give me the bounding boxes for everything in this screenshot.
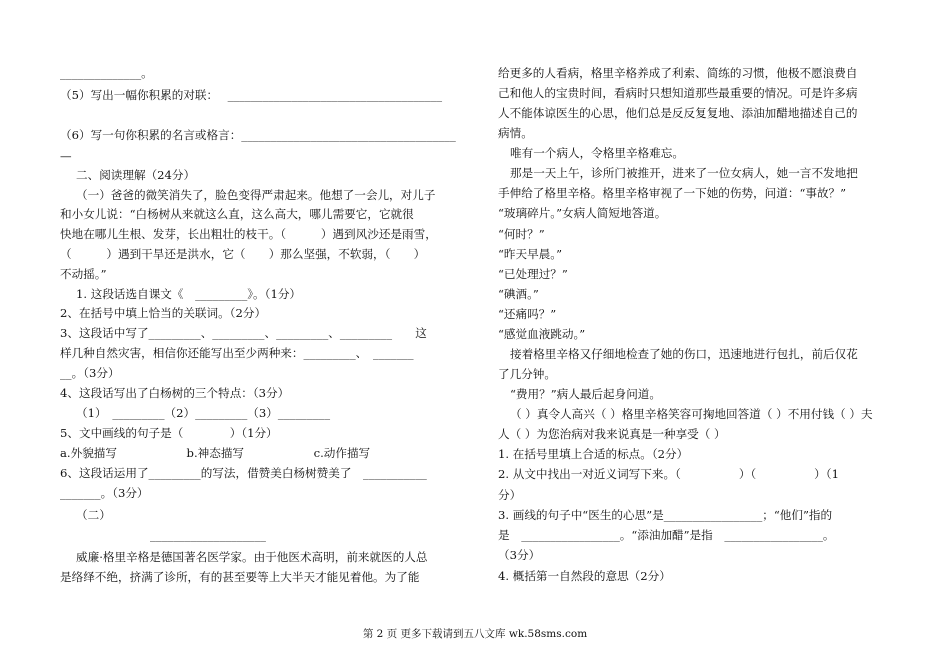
passage1-line: 快地在哪儿生根、发芽，长出粗壮的枝干。（ ）遇到风沙还是雨雪，	[60, 227, 437, 241]
question-4-answers: （1） _________（2）_________（3）_________	[76, 406, 331, 420]
dialogue-line: “还痛吗？”	[498, 307, 557, 321]
passage2-line: 给更多的人看病，格里辛格养成了利索、简练的习惯，他极不愿浪费自	[498, 66, 858, 80]
section-2-heading: （二）	[76, 508, 111, 522]
question-r4: 4. 概括第一自然段的意思（2分）	[498, 569, 671, 583]
question-4: 4、这段话写出了白杨树的三个特点：（3分）	[60, 386, 290, 400]
question-5: 5、文中画线的句子是（ ）（1分）	[60, 426, 278, 440]
passage1-line: （ ）遇到干旱还是洪水，它（ ）那么坚强，不软弱，（ ）	[60, 247, 426, 261]
punctuation-exercise: 人（ ）为您治病对我来说真是一种享受（ ）	[498, 427, 726, 441]
section-heading-reading: 二、阅读理解（24分）	[76, 168, 196, 182]
question-r2-cont: 分）	[498, 488, 522, 502]
question-motto: （6）写一句你积累的名言或格言：_____________________________________	[60, 128, 456, 142]
question-3: 3、这段话中写了_________、_________、_________、_________ 这	[60, 326, 427, 340]
question-r3: 3. 画线的句子中“医生的心思”是_________________；“他们”指的	[498, 508, 833, 522]
question-3-cont: 样几种自然灾害，相信你还能写出至少两种来：_________、 _______	[60, 346, 414, 360]
answer-line-continuation: ______________。	[60, 66, 153, 80]
question-6: 6、这段话运用了_________的写法，借赞美白杨树赞美了 ___________	[60, 466, 427, 480]
dialogue-line: “感觉血液跳动。”	[498, 327, 586, 341]
question-r3-cont: 是 _________________。“添油加醋”是指 _________________。	[498, 528, 835, 542]
passage2-line: 唯有一个病人，令格里辛格难忘。	[510, 146, 684, 160]
question-3-cont: __。（3分）	[60, 366, 120, 380]
dialogue-line: “昨天早晨。”	[498, 247, 563, 261]
dialogue-line: “已处理过？”	[498, 267, 568, 281]
page-footer: 第 2 页 更多下载请到五八文库 wk.58sms.com	[362, 628, 588, 640]
dialogue-line: “碘酒。”	[498, 287, 539, 301]
dialogue-line: “何时？”	[498, 227, 545, 241]
question-r2: 2. 从文中找出一对近义词写下来。（ ）（ ）（1	[498, 467, 839, 481]
passage2-line: 己和他人的宝贵时间，看病时只想知道那些最重要的情况。可是许多病	[498, 86, 858, 100]
question-couplet: （5）写出一幅你积累的对联： _____________________________________	[60, 88, 443, 102]
passage2-line: 那是一天上午，诊所门被推开，进来了一位女病人，她一言不发地把	[510, 166, 858, 180]
title-blank: ____________________	[150, 528, 266, 542]
answer-line-dash: —	[60, 149, 72, 163]
passage2-line: 人不能体谅医生的心思，他们总是反反复复地、添油加醋地描述自己的	[498, 106, 858, 120]
question-5-options: a.外貌描写 b.神态描写 c.动作描写	[60, 446, 371, 460]
passage1-line: （一）爸爸的微笑消失了，脸色变得严肃起来。他想了一会儿，对儿子	[76, 188, 436, 202]
passage2-line: 了几分钟。	[498, 367, 556, 381]
question-1: 1. 这段话选自课文《 _________》。（1分）	[76, 287, 302, 301]
dialogue-line: “费用？”病人最后起身问道。	[510, 387, 661, 401]
question-2: 2、在括号中填上恰当的关联词。（2分）	[60, 306, 267, 320]
passage2-line: 威廉·格里辛格是德国著名医学家。由于他医术高明，前来就医的人总	[76, 550, 428, 564]
question-r1: 1. 在括号里填上合适的标点。（2分）	[498, 447, 689, 461]
passage1-line: 和小女儿说：“白杨树从来就这么直，这么高大，哪儿需要它，它就很	[60, 207, 414, 221]
passage2-line: 是络绎不绝，挤满了诊所，有的甚至要等上大半天才能见着他。为了能	[60, 570, 420, 584]
question-r3-score: （3分）	[498, 548, 541, 562]
passage2-line: 病情。	[498, 126, 533, 140]
punctuation-exercise: （ ）真令人高兴（ ）格里辛格笑容可掬地回答道（ ）不用付钱（ ）夫	[510, 407, 873, 421]
passage1-line: 不动摇。”	[60, 267, 107, 281]
dialogue-line: “玻璃碎片。”女病人简短地答道。	[498, 206, 667, 220]
passage2-line: 接着格里辛格又仔细地检查了她的伤口，迅速地进行包扎，前后仅花	[510, 347, 858, 361]
passage2-line: 手伸给了格里辛格。格里辛格审视了一下她的伤势，问道：“事故？”	[498, 186, 847, 200]
question-6-cont: _______。（3分）	[60, 486, 149, 500]
